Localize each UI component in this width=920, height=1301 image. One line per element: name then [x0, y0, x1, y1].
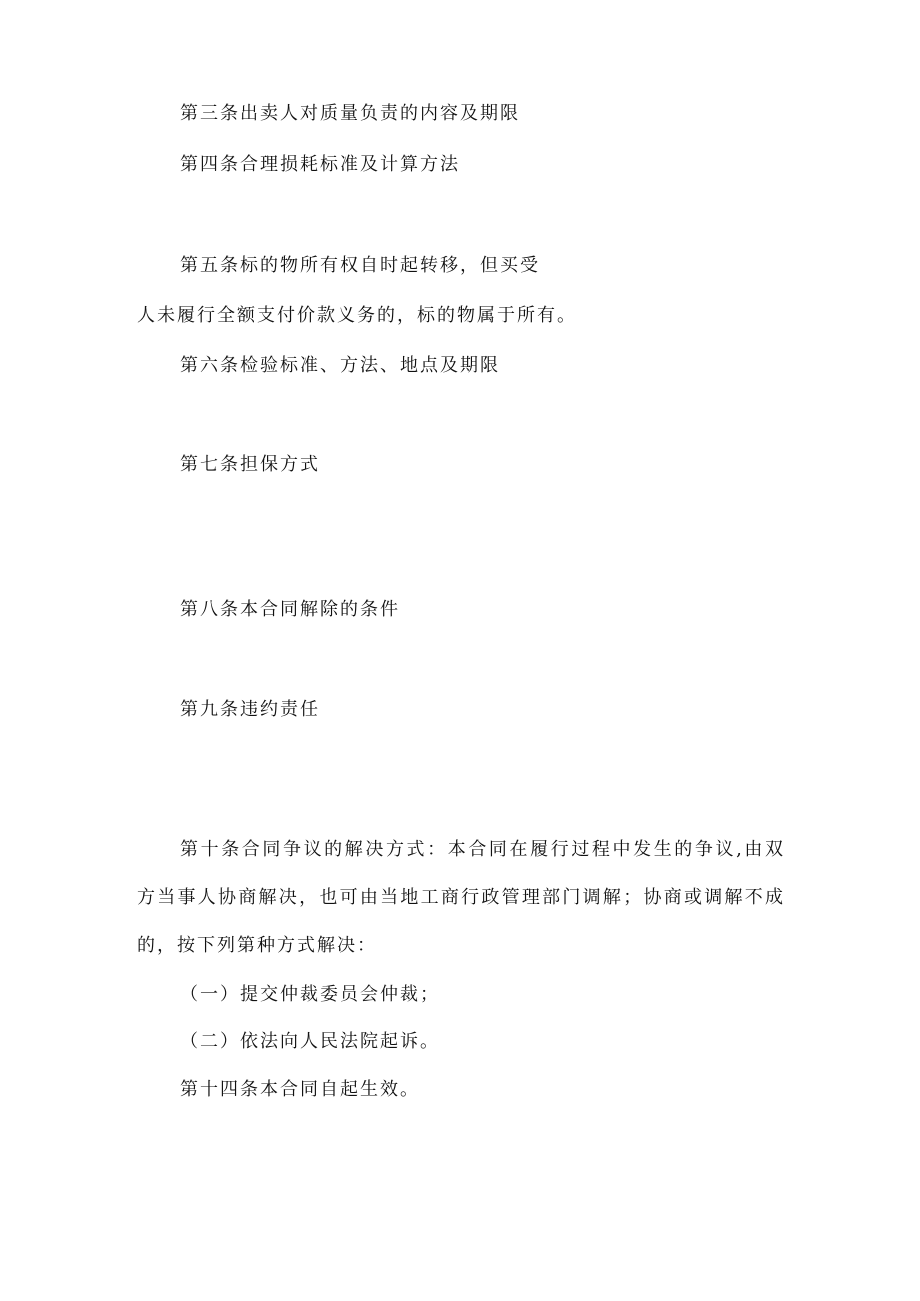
option-1: （一）提交仲裁委员会仲裁；: [180, 984, 440, 1005]
article-9: 第九条违约责任: [180, 699, 320, 720]
article-10-line-2: 方当事人协商解决，也可由当地工商行政管理部门调解；协商或调解不成: [137, 887, 783, 908]
article-6: 第六条检验标准、方法、地点及期限: [180, 355, 500, 376]
article-5-line-1: 第五条标的物所有权自时起转移，但买受: [180, 255, 540, 276]
article-10-line-1: 第十条合同争议的解决方式：本合同在履行过程中发生的争议,由双: [180, 839, 783, 860]
article-8: 第八条本合同解除的条件: [180, 599, 400, 620]
article-4: 第四条合理损耗标准及计算方法: [180, 154, 460, 175]
article-3: 第三条出卖人对质量负责的内容及期限: [180, 103, 520, 124]
article-7: 第七条担保方式: [180, 454, 320, 475]
article-10-line-3: 的，按下列第种方式解决：: [137, 935, 377, 956]
article-14: 第十四条本合同自起生效。: [180, 1079, 420, 1100]
option-2: （二）依法向人民法院起诉。: [180, 1031, 440, 1052]
article-5-line-2: 人未履行全额支付价款义务的，标的物属于所有。: [137, 305, 577, 326]
